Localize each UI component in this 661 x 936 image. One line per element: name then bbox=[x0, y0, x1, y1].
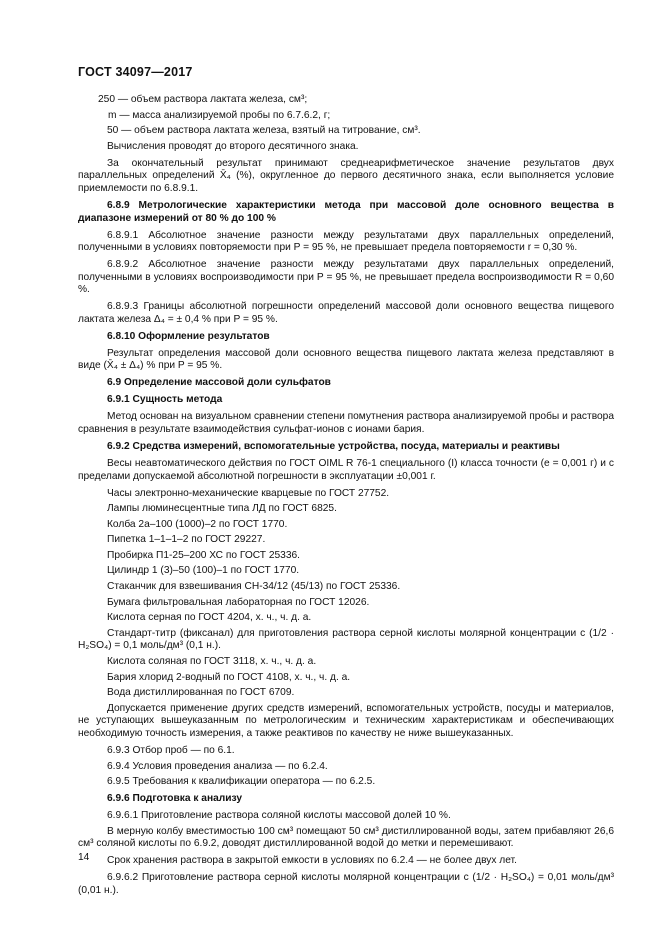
section-heading-6-9: 6.9 Определение массовой доли сульфатов bbox=[107, 377, 331, 389]
list-item: Кислота серная по ГОСТ 4204, х. ч., ч. д. а. bbox=[107, 612, 312, 624]
formula-legend-250: 250 — объем раствора лактата железа, см³; bbox=[98, 94, 308, 105]
section-heading-6-8-10: 6.8.10 Оформление результатов bbox=[107, 330, 270, 342]
paragraph: Вычисления проводят до второго десятичного знака. bbox=[107, 140, 359, 152]
list-item: Лампы люминесцентные типа ЛД по ГОСТ 6825. bbox=[107, 503, 337, 515]
section-heading-6-9-5: 6.9.5 Требования к квалификации оператора — по 6.2.5. bbox=[107, 776, 376, 788]
list-item: Вода дистиллированная по ГОСТ 6709. bbox=[107, 687, 295, 699]
section-heading-6-9-2: 6.9.2 Средства измерений, вспомогательные устройства, посуда, материалы и реактивы bbox=[107, 440, 560, 452]
list-item: Цилиндр 1 (3)–50 (100)–1 по ГОСТ 1770. bbox=[107, 565, 300, 577]
section-heading-6-9-1: 6.9.1 Сущность метода bbox=[107, 394, 223, 406]
paragraph: Метод основан на визуальном сравнении степени помутнения раствора анализируемой пробы и раствора сравнения в результате взаимодействия сульфат-ионов с ионами бария. bbox=[78, 411, 614, 435]
list-item: Колба 2а–100 (1000)–2 по ГОСТ 1770. bbox=[107, 518, 288, 530]
list-item: Бумага фильтровальная лабораторная по ГОСТ 12026. bbox=[107, 596, 370, 608]
section-heading-6-8-9: 6.8.9 Метрологические характеристики метода при массовой доле основного вещества в диапазоне измерений от 80 % до 100 % bbox=[78, 199, 614, 224]
section-heading-6-9-4: 6.9.4 Условия проведения анализа — по 6.2.4. bbox=[107, 760, 328, 772]
list-item: Кислота соляная по ГОСТ 3118, х. ч., ч. д. а. bbox=[107, 656, 317, 668]
list-item: Пробирка П1-25–200 ХС по ГОСТ 25336. bbox=[107, 549, 300, 561]
formula-legend-m: m — масса анализируемой пробы по 6.7.6.2, г; bbox=[108, 109, 331, 121]
document-header: ГОСТ 34097—2017 bbox=[78, 65, 193, 79]
list-item: Стаканчик для взвешивания СН-34/12 (45/13) по ГОСТ 25336. bbox=[107, 581, 401, 593]
paragraph: Срок хранения раствора в закрытой емкости в условиях по 6.2.4 — не более двух лет. bbox=[107, 855, 517, 867]
paragraph: В мерную колбу вместимостью 100 см³ помещают 50 см³ дистиллированной воды, затем прибавляют 26,6 см³ соляной кислоты по 6.9.2, доводят дистиллированной водой до метки и перемешивают. bbox=[78, 825, 614, 850]
section-heading-6-9-6: 6.9.6 Подготовка к анализу bbox=[107, 793, 243, 805]
list-item: Часы электронно-механические кварцевые по ГОСТ 27752. bbox=[107, 487, 390, 499]
page-number: 14 bbox=[78, 852, 90, 863]
section-heading-6-9-3: 6.9.3 Отбор проб — по 6.1. bbox=[107, 745, 235, 756]
paragraph: Допускается применение других средств измерений, вспомогательных устройств, посуды и материалов, не уступающих вышеуказанным по метрологическим и техническим характеристикам и обеспечивающих необходимую точность измерения, а также реактивов по качеству не ниже вышеуказанных. bbox=[78, 702, 614, 740]
formula-legend-50: 50 — объем раствора лактата железа, взятый на титрование, см³. bbox=[107, 125, 421, 137]
document-body bbox=[78, 94, 614, 902]
list-item: Стандарт-титр (фиксанал) для приготовления раствора серной кислоты молярной концентрации с (1/2 · H₂SO₄) = 0,1 моль/дм³ (0,1 н.). bbox=[78, 627, 614, 652]
paragraph: 6.9.6.2 Приготовление раствора серной кислоты молярной концентрации с (1/2 · H₂SO₄) = 0,01 моль/дм³ (0,01 н.). bbox=[78, 872, 614, 896]
paragraph: За окончательный результат принимают среднеарифметическое значение результатов двух параллельных определений X̄₄ (%), округленное до первого десятичного знака, если выполняется условие приемлемости по 6.8.9.1. bbox=[78, 157, 614, 194]
list-item: Пипетка 1–1–1–2 по ГОСТ 29227. bbox=[107, 534, 266, 546]
paragraph: 6.9.6.1 Приготовление раствора соляной кислоты массовой долей 10 %. bbox=[107, 810, 451, 822]
paragraph: 6.8.9.3 Границы абсолютной погрешности определений массовой доли основного вещества пищевого лактата железа Δ₄ = ± 0,4 % при P = 95 %. bbox=[78, 301, 614, 325]
paragraph: 6.8.9.1 Абсолютное значение разности между результатами двух параллельных определений, полученными в условиях повторяемости при P = 95 %, не превышает предела повторяемости r = 0,30 %. bbox=[78, 229, 614, 254]
paragraph: Результат определения массовой доли основного вещества пищевого лактата железа представляют в виде (X̄₄ ± Δ₄) % при P = 95 %. bbox=[78, 347, 614, 372]
paragraph: 6.8.9.2 Абсолютное значение разности между результатами двух параллельных определений, полученными в условиях воспроизводимости при P = 95 %, не превышает предела воспроизводимости R = 0,60 %. bbox=[78, 259, 614, 296]
paragraph: Весы неавтоматического действия по ГОСТ OIML R 76-1 специального (I) класса точности (е = 0,001 г) и с пределами допускаемой абсолютной погрешности в эксплуатации ±0,001 г. bbox=[78, 457, 614, 482]
list-item: Бария хлорид 2-водный по ГОСТ 4108, х. ч., ч. д. а. bbox=[107, 671, 351, 683]
